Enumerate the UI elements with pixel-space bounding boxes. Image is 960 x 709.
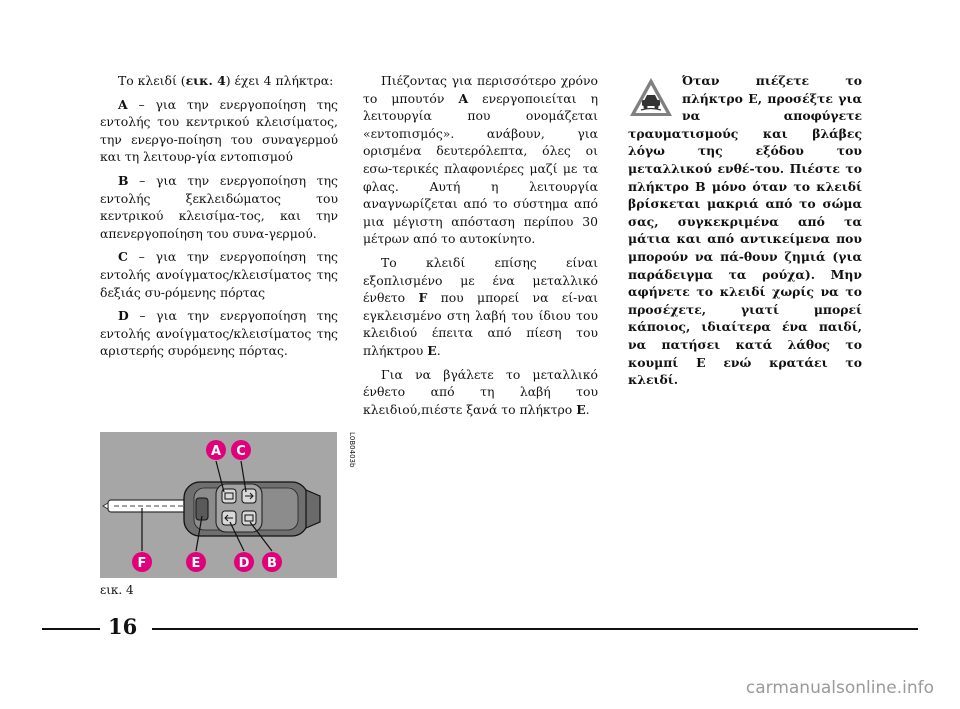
figure-code	[341, 432, 356, 482]
key-illustration	[100, 432, 337, 578]
svg-text:C: C	[236, 444, 246, 459]
locate-paragraph: Πιέζοντας για περισσότερο χρόνο το μπουτόν A ενεργοποιείται η λειτουργία που ονομάζεται «εντοπισμός». ανάβουν, για ορισμένα δευτερόλεπτα, όλες οι εσω-τερικές πλαφονιέρες μαζί με τα φλας. Αυτή η λειτουργία αναγνωρίζεται από το σύστημα από μια μέγιστη απόσταση περίπου 30 μέτρων από το αυτοκίνητο.	[363, 73, 598, 247]
svg-text:B: B	[267, 556, 277, 571]
svg-text:E: E	[191, 556, 201, 571]
label-f	[132, 552, 152, 572]
label-b	[262, 552, 282, 572]
label-c	[231, 440, 251, 460]
key-item-b: B – για την ενεργοποίηση της εντολής ξεκλειδώματος του κεντρικού κλεισίμα-τος, και την απενεργοποίηση του συνα-γερμού.	[100, 172, 338, 241]
key-item-a: A – για την ενεργοποίηση της εντολής του κεντρικού κλεισίματος, την ενεργο-ποίηση του συναγερμού και τη λειτουρ-γία εντοπισμού	[100, 96, 338, 165]
key-item-d: D – για την ενεργοποίηση της εντολής ανοίγματος/κλεισίματος της αριστερής συρόμενης πόρτας.	[100, 308, 338, 359]
label-e	[186, 552, 206, 572]
metal-insert-paragraph: Το κλειδί επίσης είναι εξοπλισμένο με ένα μεταλλικό ένθετο F που μπορεί να εί-ναι εγκλεισμένο στη λαβή του ίδιου του κλειδιού έπειτα από πίεση του πλήκτρου E.	[363, 254, 598, 358]
warning-box	[628, 72, 862, 389]
svg-text:F: F	[137, 556, 147, 571]
label-d	[234, 552, 254, 572]
svg-text:L0B0403b: L0B0403b	[348, 432, 356, 468]
column-left	[100, 72, 338, 366]
svg-text:A: A	[210, 444, 222, 459]
label-a	[206, 440, 226, 460]
footer-rule-left	[42, 628, 100, 630]
key-figure	[100, 432, 337, 578]
figure-caption: εικ. 4	[100, 583, 134, 597]
key-item-c: C – για την ενεργοποίηση της εντολής ανοίγματος/κλεισίματος της δεξιάς συ-ρόμενης πόρτας	[100, 249, 338, 300]
remove-insert-paragraph: Για να βγάλετε το μεταλλικό ένθετο από τη λαβή του κλειδιού,πιέστε ξανά το πλήκτρο E.	[363, 366, 598, 417]
intro-paragraph: Το κλειδί (εικ. 4) έχει 4 πλήκτρα:	[118, 73, 334, 88]
footer-rule-right	[152, 628, 918, 630]
watermark: carmanualsonline.info	[745, 678, 934, 698]
figure-reference: εικ. 4	[185, 73, 226, 88]
page-number: 16	[108, 614, 138, 639]
column-middle	[363, 72, 598, 424]
warning-triangle-car-icon	[628, 76, 674, 118]
svg-text:D: D	[238, 556, 250, 571]
warning-text: Όταν πιέζετε το πλήκτρο E, προσέξτε για να αποφύγετε τραυματισμούς και βλάβες λόγω της εξόδου του μεταλλικού ενθέ-του. Πιέστε το πλήκτρο B μόνο όταν το κλειδί βρίσκεται μακριά από το σώμα σας, συγκεκριμένα από τα μάτια και από αντικείμενα που μπορούν να πά-θουν ζημιά (για παράδειγμα τα ρούχα). Μην αφήνετε το κλειδί χωρίς να το προσέχετε, γιατί μπορεί κάποιος, ιδιαίτερα ένα παιδί, να πατήσει κατά λάθος το κουμπί E ενώ κρατάει το κλειδί.	[628, 73, 862, 388]
